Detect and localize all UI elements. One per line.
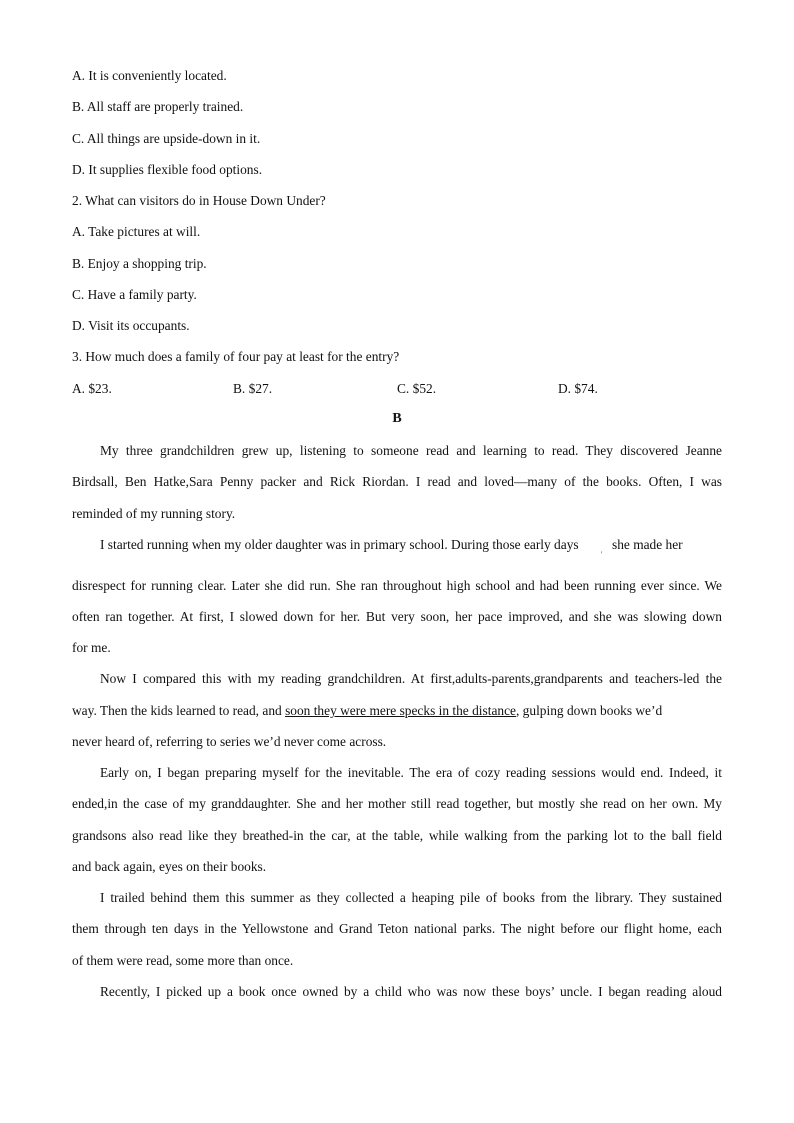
q2-question: 2. What can visitors do in House Down Under? [72, 193, 326, 208]
paragraph-5-line-3: of them were read, some more than once. [72, 953, 294, 968]
paragraph-6-line-1: Recently, I picked up a book once owned by a child who was now these boys’ uncle. I began reading aloud [100, 984, 722, 999]
q2-option-a: A. Take pictures at will. [72, 224, 201, 239]
paragraph-4-line-4: and back again, eyes on their books. [72, 859, 267, 874]
q3-option-d: D. $74. [558, 381, 598, 396]
q1-option-d: D. It supplies flexible food options. [72, 162, 263, 177]
paragraph-3-line-1: Now I compared this with my reading grandchildren. At first,adults-parents,grandparents and teachers-led the [100, 671, 722, 686]
paragraph-3-line-2 [72, 703, 722, 719]
q3-question: 3. How much does a family of four pay at least for the entry? [72, 349, 400, 364]
paragraph-1-line-1: My three grandchildren grew up, listening to someone read and learning to read. They discovered Jeanne [100, 443, 722, 458]
paragraph-4-line-2: ended,in the case of my granddaughter. She and her mother still read together, but mostly she read on her own. My [72, 796, 722, 811]
stray-mark: ' [601, 550, 603, 559]
paragraph-2-line-1: I started running when my older daughter was in primary school. During those early days [100, 537, 579, 552]
paragraph-2-line-2: disrespect for running clear. Later she did run. She ran throughout high school and had been running ever since. We [72, 578, 722, 593]
q1-option-b: B. All staff are properly trained. [72, 99, 244, 114]
q2-option-b: B. Enjoy a shopping trip. [72, 256, 207, 271]
paragraph-4-line-3: grandsons also read like they breathed-in the car, at the table, while walking from the parking lot to the ball field [72, 828, 722, 843]
q3-option-a: A. $23. [72, 381, 112, 396]
paragraph-5-line-2: them through ten days in the Yellowstone and Grand Teton national parks. The night before our flight home, each [72, 921, 722, 936]
paragraph-3-line-2-end: , gulping down books we’d [515, 703, 663, 718]
q2-option-d: D. Visit its occupants. [72, 318, 190, 333]
section-heading: B [392, 411, 402, 426]
paragraph-4-line-1: Early on, I began preparing myself for the inevitable. The era of cozy reading sessions would end. Indeed, it [100, 765, 722, 780]
paragraph-2-line-4: for me. [72, 640, 111, 655]
q3-option-b: B. $27. [233, 381, 273, 396]
paragraph-1-line-3: reminded of my running story. [72, 506, 236, 521]
q3-option-c: C. $52. [397, 381, 437, 396]
paragraph-2-line-1-end: she made her [612, 537, 683, 552]
q1-option-a: A. It is conveniently located. [72, 68, 227, 83]
paragraph-2-line-3: often ran together. At first, I slowed down for her. But very soon, her pace improved, and she was slowing down [72, 609, 722, 624]
q2-option-c: C. Have a family party. [72, 287, 197, 302]
paragraph-3-line-2-start: way. Then the kids learned to read, and [72, 703, 286, 718]
q1-option-c: C. All things are upside-down in it. [72, 131, 261, 146]
paragraph-5-line-1: I trailed behind them this summer as they collected a heaping pile of books from the library. They sustained [100, 890, 722, 905]
paragraph-3-line-3: never heard of, referring to series we’d never come across. [72, 734, 387, 749]
paragraph-1-line-2: Birdsall, Ben Hatke,Sara Penny packer and Rick Riordan. I read and loved—many of the books. Often, I was [72, 474, 722, 489]
underlined-phrase: soon they were mere specks in the distance [285, 703, 516, 718]
